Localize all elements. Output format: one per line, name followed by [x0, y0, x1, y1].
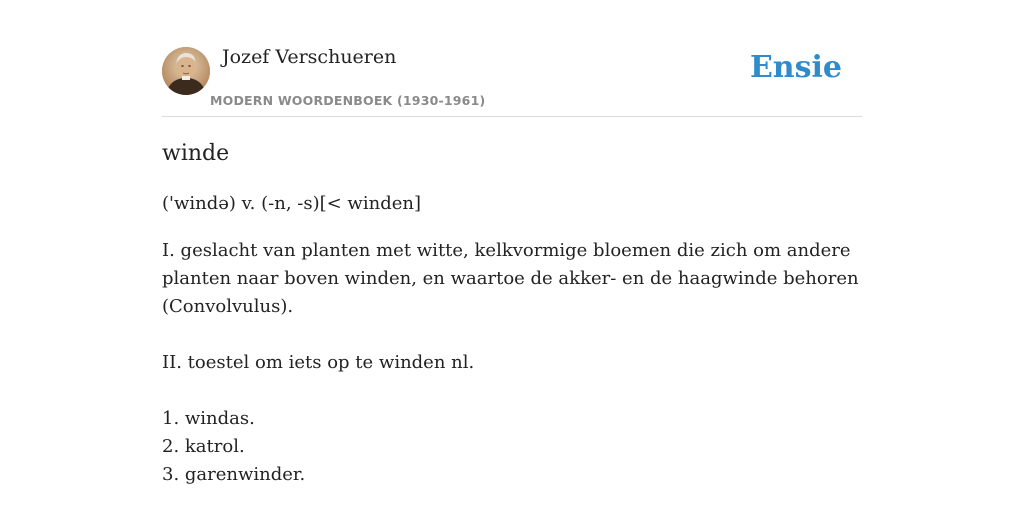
headword: winde: [162, 141, 230, 166]
entry-header: [162, 44, 862, 117]
ensie-logo-link[interactable]: Ensie: [749, 50, 842, 85]
portrait-icon: [162, 47, 210, 95]
entry-content: [162, 138, 862, 489]
definition-spacer: [162, 377, 862, 405]
definition-spacer: [162, 321, 862, 349]
definition-line: (Convolvulus).: [162, 296, 294, 317]
author-avatar[interactable]: [162, 47, 210, 95]
definition-line: planten naar boven winden, en waartoe de akker- en de haagwinde behoren: [162, 268, 859, 289]
definition-list-item: 1. windas.: [162, 408, 255, 429]
definition-line: II. toestel om iets op te winden nl.: [162, 352, 475, 373]
definition-list-item: 2. katrol.: [162, 436, 245, 457]
source-title[interactable]: MODERN WOORDENBOEK (1930-1961): [210, 93, 486, 108]
definition-line: I. geslacht van planten met witte, kelkvormige bloemen die zich om andere: [162, 240, 851, 261]
author-name[interactable]: Jozef Verschueren: [222, 46, 397, 68]
pronunciation: ('wində) v. (-n, -s)[< winden]: [162, 193, 421, 214]
definition: [162, 237, 862, 489]
definition-list-item: 3. garenwinder.: [162, 464, 306, 485]
